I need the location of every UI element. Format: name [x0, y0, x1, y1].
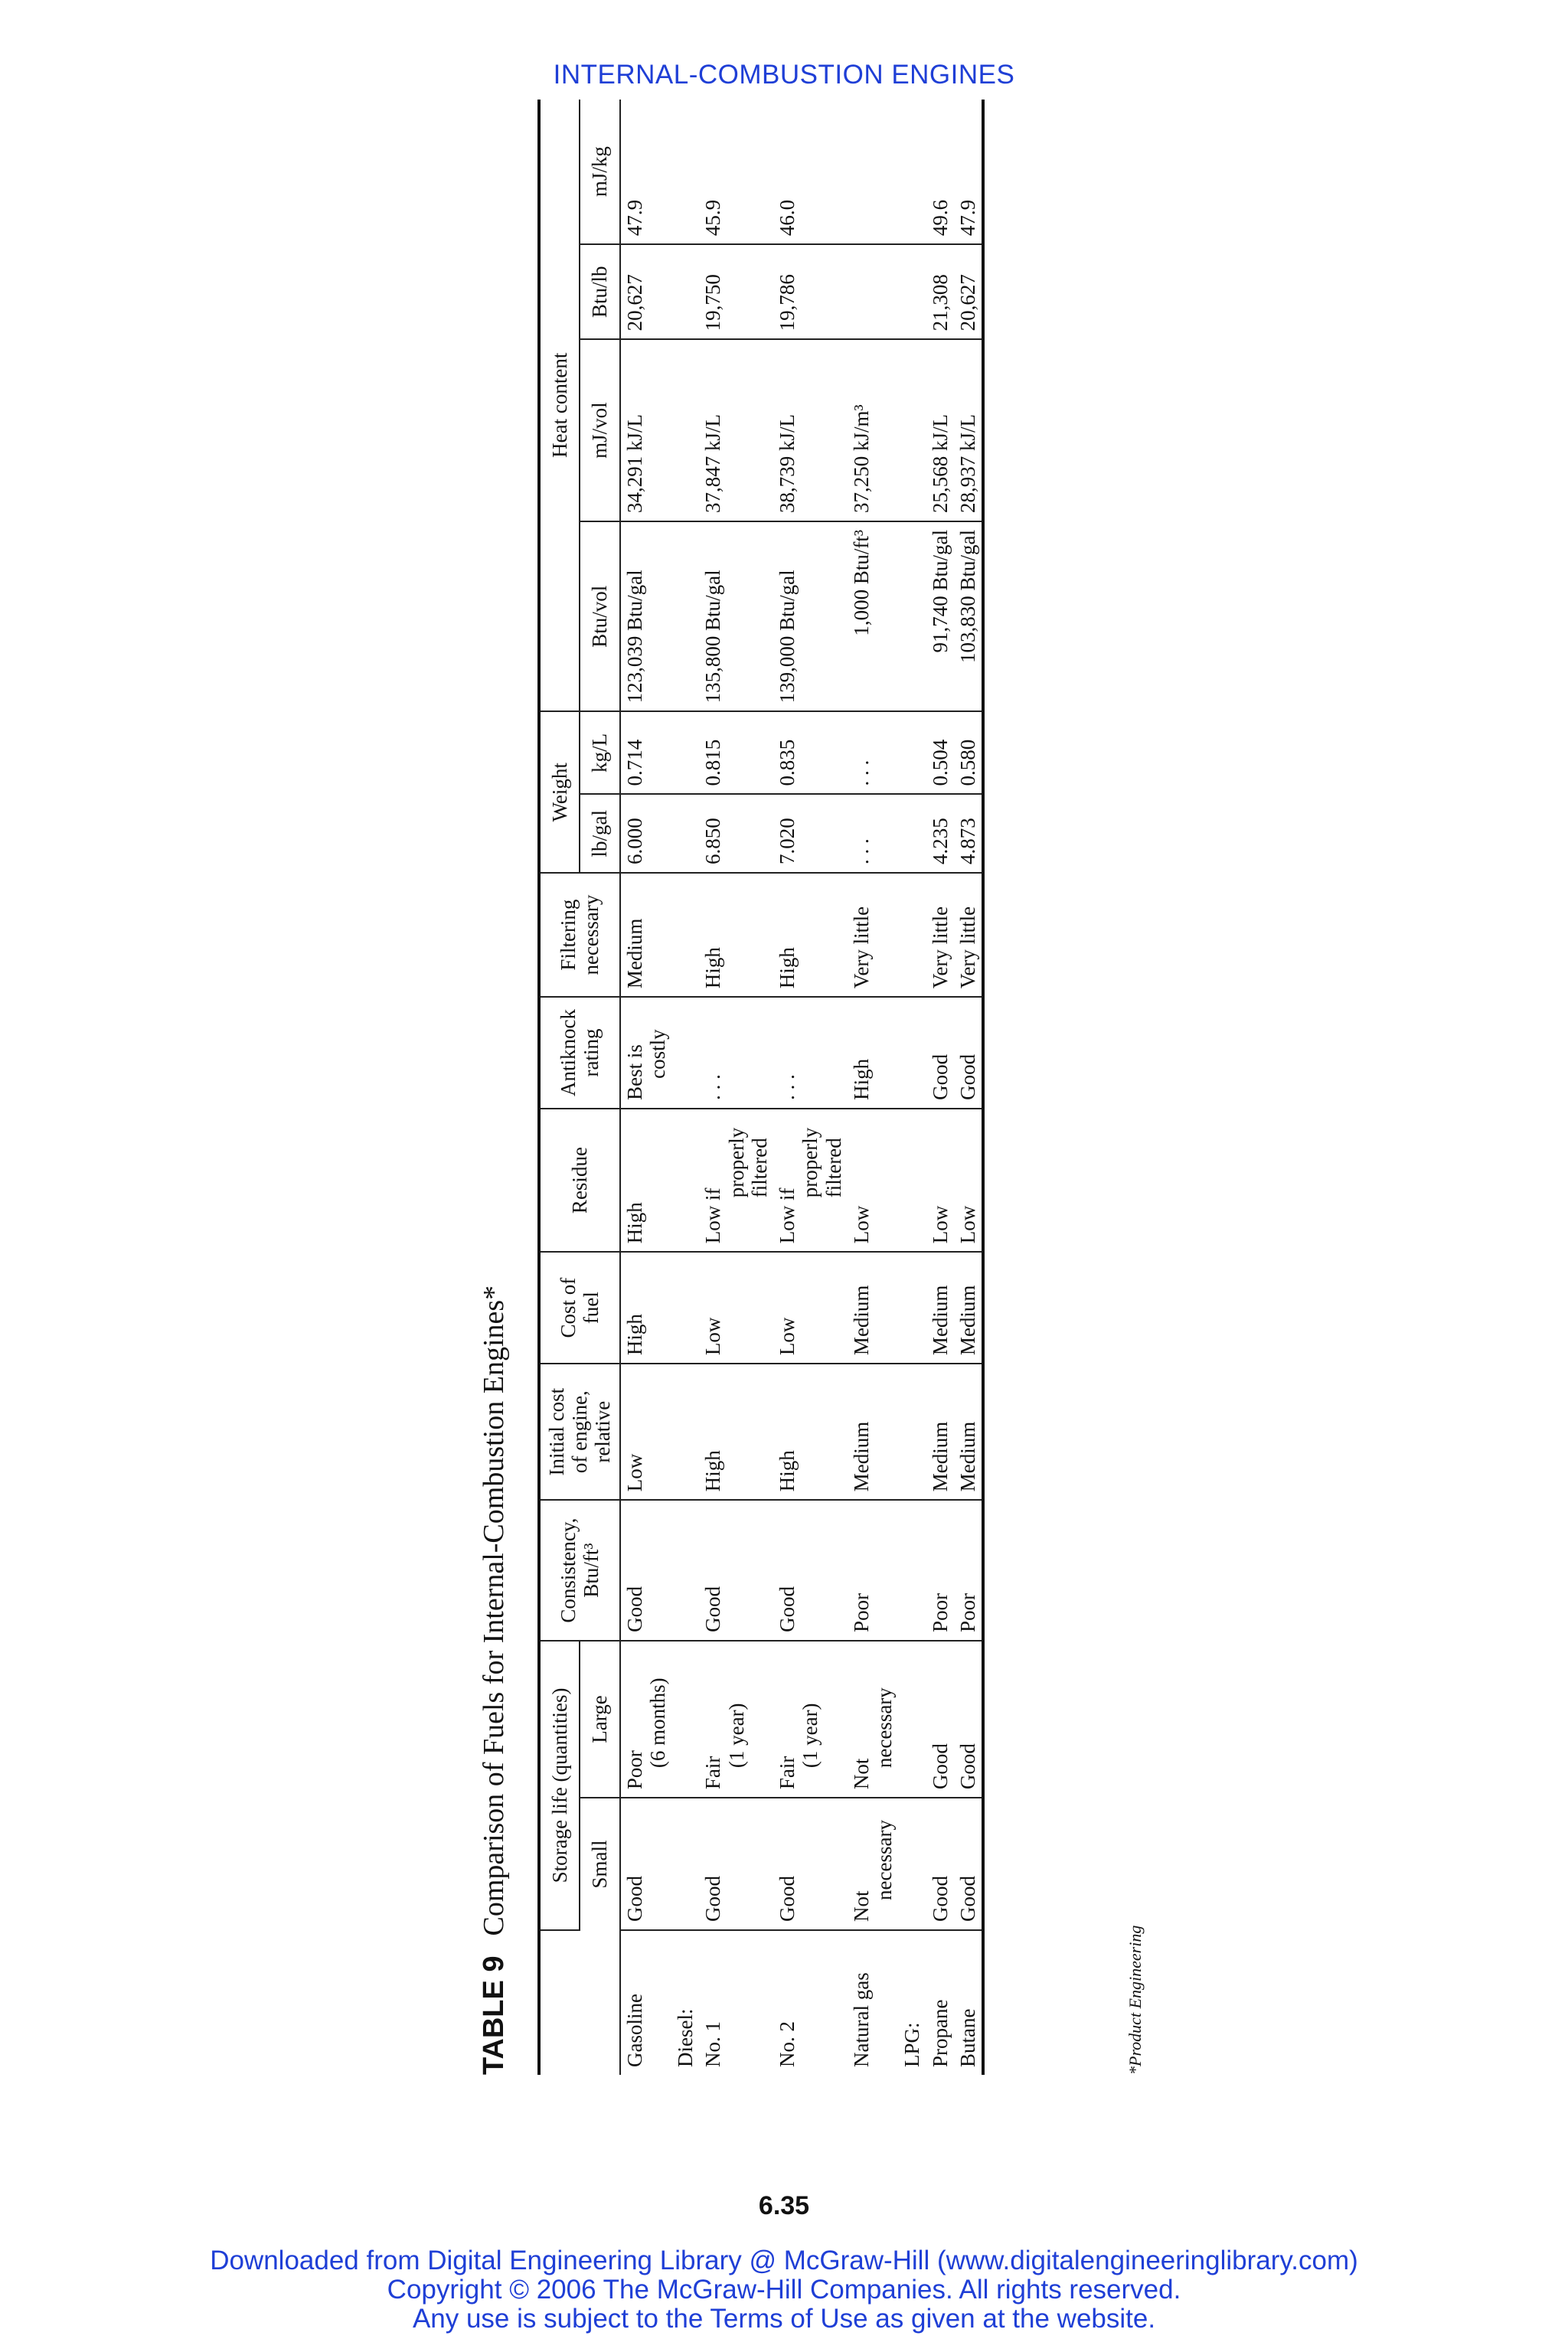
antiknock: . . . — [699, 997, 773, 1109]
header-lb-gal: lb/gal — [580, 794, 619, 873]
storage-large-line2: necessary — [873, 1687, 897, 1769]
heat-btu-lb: 20,627 — [954, 244, 983, 339]
weight-kg-l: 0.580 — [954, 711, 983, 794]
header-filtering — [539, 873, 620, 997]
download-line-3: Any use is subject to the Terms of Use as given at the website. — [412, 2304, 1156, 2334]
empty-cell — [898, 521, 926, 711]
download-line-1: Downloaded from Digital Engineering Library @ McGraw-Hill (www.digitalengineeringlibrary.com) — [210, 2246, 1358, 2275]
running-head: INTERNAL-COMBUSTION ENGINES — [553, 60, 1015, 90]
fuel-name: Natural gas — [849, 1972, 873, 2067]
header-btu-lb: Btu/lb — [580, 244, 619, 339]
heat-mj-kg: 49.6 — [926, 100, 954, 244]
initial-cost: Medium — [954, 1364, 983, 1500]
residue-line3: filtered — [747, 1138, 771, 1198]
empty-cell — [671, 521, 699, 711]
heat-mj-vol: 28,937 kJ/L — [954, 339, 983, 521]
empty-cell — [898, 100, 926, 244]
header-consistency-line2: Btu/ft³ — [580, 1543, 603, 1598]
residue-line1: Low if — [701, 1187, 725, 1244]
table-row-diesel-no2 — [773, 100, 848, 2075]
weight-kg-l: . . . — [848, 711, 898, 794]
heat-btu-lb: 21,308 — [926, 244, 954, 339]
empty-cell — [898, 339, 926, 521]
table-caption — [467, 1285, 521, 2075]
storage-large-line1: Poor — [622, 1750, 646, 1790]
heat-mj-vol: 38,739 kJ/L — [773, 339, 848, 521]
storage-large-line1: Fair — [776, 1756, 799, 1790]
empty-cell — [898, 997, 926, 1109]
empty-cell — [898, 1109, 926, 1252]
header-antiknock-line1: Antiknock — [557, 1008, 580, 1096]
header-small: Small — [580, 1798, 619, 1930]
header-antiknock — [539, 997, 620, 1109]
initial-cost: High — [699, 1364, 773, 1500]
header-storage-life: Storage life (quantities) — [539, 1641, 580, 1930]
empty-cell — [671, 794, 699, 873]
empty-cell — [671, 1500, 699, 1641]
header-weight: Weight — [539, 711, 580, 873]
empty-cell — [898, 1364, 926, 1500]
heat-btu-vol: 1,000 Btu/ft³ — [848, 521, 898, 711]
heat-mj-kg: 47.9 — [620, 100, 671, 244]
table-row-natural-gas — [848, 100, 898, 2075]
header-initial-cost-line3: relative — [591, 1400, 615, 1463]
residue — [773, 1109, 848, 1252]
table-row-gasoline — [620, 100, 671, 2075]
residue-line2: properly — [799, 1127, 822, 1198]
table-footnote: *Product Engineering — [1125, 1925, 1145, 2075]
group-label: LPG: — [900, 2022, 924, 2067]
initial-cost: Medium — [926, 1364, 954, 1500]
storage-large — [848, 1641, 898, 1798]
fuels-table — [537, 100, 985, 2075]
antiknock: Good — [926, 997, 954, 1109]
header-row-1 — [539, 100, 580, 2075]
storage-large: Good — [954, 1641, 983, 1798]
storage-small: Good — [620, 1798, 671, 1930]
heat-btu-vol: 123,039 Btu/gal — [620, 521, 671, 711]
empty-cell — [671, 100, 699, 244]
heat-mj-kg — [848, 100, 898, 244]
filtering: Very little — [848, 873, 898, 997]
fuel-cost: Medium — [848, 1252, 898, 1364]
weight-lb-gal: 6.850 — [699, 794, 773, 873]
empty-cell — [898, 1252, 926, 1364]
header-initial-cost — [539, 1364, 620, 1500]
storage-large — [620, 1641, 671, 1798]
fuel-name: No. 1 — [701, 2021, 725, 2067]
header-cost-of-fuel-line1: Cost of — [557, 1277, 580, 1338]
storage-large-line1: Not — [849, 1758, 873, 1790]
header-cost-of-fuel-line2: fuel — [580, 1292, 603, 1325]
storage-large-line1: Fair — [701, 1756, 725, 1790]
empty-cell — [898, 244, 926, 339]
filtering: High — [699, 873, 773, 997]
heat-mj-vol: 37,847 kJ/L — [699, 339, 773, 521]
heat-mj-vol: 25,568 kJ/L — [926, 339, 954, 521]
storage-small: Good — [699, 1798, 773, 1930]
residue: High — [620, 1109, 671, 1252]
header-initial-cost-line2: of engine, — [568, 1390, 592, 1474]
download-line-2: Copyright © 2006 The McGraw-Hill Companies. All rights reserved. — [387, 2275, 1181, 2305]
header-mj-vol: mJ/vol — [580, 339, 619, 521]
empty-cell — [671, 1798, 699, 1930]
header-residue: Residue — [539, 1109, 620, 1252]
header-mj-kg: mJ/kg — [580, 100, 619, 244]
empty-cell — [898, 1500, 926, 1641]
header-large: Large — [580, 1641, 619, 1798]
storage-large — [699, 1641, 773, 1798]
heat-btu-vol: 91,740 Btu/gal — [926, 521, 954, 711]
weight-kg-l: 0.815 — [699, 711, 773, 794]
header-consistency-line1: Consistency, — [557, 1517, 580, 1623]
residue: Low — [926, 1109, 954, 1252]
initial-cost: Medium — [848, 1364, 898, 1500]
header-antiknock-line2: rating — [580, 1028, 603, 1077]
table-row-diesel-no1 — [699, 100, 773, 2075]
filtering: High — [773, 873, 848, 997]
consistency: Poor — [848, 1500, 898, 1641]
fuel-cost: High — [620, 1252, 671, 1364]
empty-cell — [671, 1364, 699, 1500]
empty-cell — [898, 873, 926, 997]
table-title: Comparison of Fuels for Internal-Combustion Engines* — [478, 1285, 510, 1936]
table-row-propane — [926, 100, 954, 2075]
storage-large: Good — [926, 1641, 954, 1798]
antiknock-line1: Best is — [622, 1044, 646, 1100]
fuel-cost: Medium — [926, 1252, 954, 1364]
consistency: Good — [773, 1500, 848, 1641]
initial-cost: Low — [620, 1364, 671, 1500]
storage-small: Good — [773, 1798, 848, 1930]
fuel-name: Gasoline — [622, 1994, 646, 2067]
storage-small-line1: Not — [849, 1890, 873, 1922]
empty-cell — [898, 1798, 926, 1930]
rotated-table-page — [467, 100, 1187, 2075]
storage-large — [773, 1641, 848, 1798]
filtering: Very little — [926, 873, 954, 997]
antiknock: Good — [954, 997, 983, 1109]
fuel-name: Butane — [954, 1930, 983, 2075]
residue-line1: Low if — [776, 1187, 799, 1244]
heat-mj-kg: 46.0 — [773, 100, 848, 244]
header-kg-l: kg/L — [580, 711, 619, 794]
header-fuel — [539, 1930, 620, 2075]
heat-btu-vol: 103,830 Btu/gal — [954, 521, 983, 711]
header-heat-content: Heat content — [539, 100, 580, 711]
table-row-lpg-group — [898, 100, 926, 2075]
header-btu-vol: Btu/vol — [580, 521, 619, 711]
table-row-butane — [954, 100, 983, 2075]
fuel-cost: Medium — [954, 1252, 983, 1364]
heat-mj-kg: 47.9 — [954, 100, 983, 244]
residue-line2: properly — [724, 1127, 748, 1198]
consistency: Good — [620, 1500, 671, 1641]
empty-cell — [671, 1252, 699, 1364]
empty-cell — [671, 711, 699, 794]
storage-small: Good — [954, 1798, 983, 1930]
filtering: Very little — [954, 873, 983, 997]
empty-cell — [671, 244, 699, 339]
residue — [699, 1109, 773, 1252]
header-filtering-line1: Filtering — [557, 899, 580, 971]
weight-lb-gal: 4.873 — [954, 794, 983, 873]
residue: Low — [954, 1109, 983, 1252]
page-number: 6.35 — [758, 2191, 810, 2220]
initial-cost: High — [773, 1364, 848, 1500]
heat-mj-kg: 45.9 — [699, 100, 773, 244]
heat-btu-lb: 19,786 — [773, 244, 848, 339]
empty-cell — [671, 997, 699, 1109]
storage-small: Good — [926, 1798, 954, 1930]
heat-btu-lb: 19,750 — [699, 244, 773, 339]
weight-lb-gal: 6.000 — [620, 794, 671, 873]
empty-cell — [671, 1641, 699, 1798]
empty-cell — [671, 1109, 699, 1252]
consistency: Poor — [926, 1500, 954, 1641]
table-number: TABLE 9 — [478, 1955, 510, 2075]
weight-kg-l: 0.835 — [773, 711, 848, 794]
heat-btu-vol: 135,800 Btu/gal — [699, 521, 773, 711]
antiknock: High — [848, 997, 898, 1109]
header-initial-cost-line1: Initial cost — [545, 1387, 568, 1476]
table-row-diesel-group — [671, 100, 699, 2075]
storage-large-line2: (6 months) — [645, 1677, 669, 1769]
header-filtering-line2: necessary — [580, 894, 603, 975]
weight-lb-gal: 4.235 — [926, 794, 954, 873]
weight-kg-l: 0.714 — [620, 711, 671, 794]
heat-mj-vol: 34,291 kJ/L — [620, 339, 671, 521]
storage-large-line2: (1 year) — [724, 1703, 748, 1769]
download-notice — [0, 2246, 1568, 2334]
heat-btu-vol: 139,000 Btu/gal — [773, 521, 848, 711]
weight-kg-l: 0.504 — [926, 711, 954, 794]
residue-line3: filtered — [822, 1138, 845, 1198]
storage-large-line2: (1 year) — [799, 1703, 822, 1769]
empty-cell — [898, 711, 926, 794]
group-label: Diesel: — [674, 2008, 697, 2067]
header-consistency — [539, 1500, 620, 1641]
consistency: Poor — [954, 1500, 983, 1641]
residue: Low — [848, 1109, 898, 1252]
heat-btu-lb: 20,627 — [620, 244, 671, 339]
consistency: Good — [699, 1500, 773, 1641]
empty-cell — [898, 1641, 926, 1798]
header-cost-of-fuel — [539, 1252, 620, 1364]
antiknock-line2: costly — [645, 1029, 669, 1079]
weight-lb-gal: 7.020 — [773, 794, 848, 873]
weight-lb-gal: . . . — [848, 794, 898, 873]
fuel-cost: Low — [699, 1252, 773, 1364]
heat-mj-vol: 37,250 kJ/m³ — [848, 339, 898, 521]
fuel-name: Propane — [928, 1999, 952, 2067]
antiknock: . . . — [773, 997, 848, 1109]
fuel-cost: Low — [773, 1252, 848, 1364]
heat-btu-lb — [848, 244, 898, 339]
empty-cell — [671, 339, 699, 521]
storage-small — [848, 1798, 898, 1930]
filtering: Medium — [620, 873, 671, 997]
empty-cell — [898, 794, 926, 873]
storage-small-line2: necessary — [873, 1820, 897, 1900]
fuel-name: No. 2 — [776, 2021, 799, 2067]
antiknock — [620, 997, 671, 1109]
empty-cell — [671, 873, 699, 997]
